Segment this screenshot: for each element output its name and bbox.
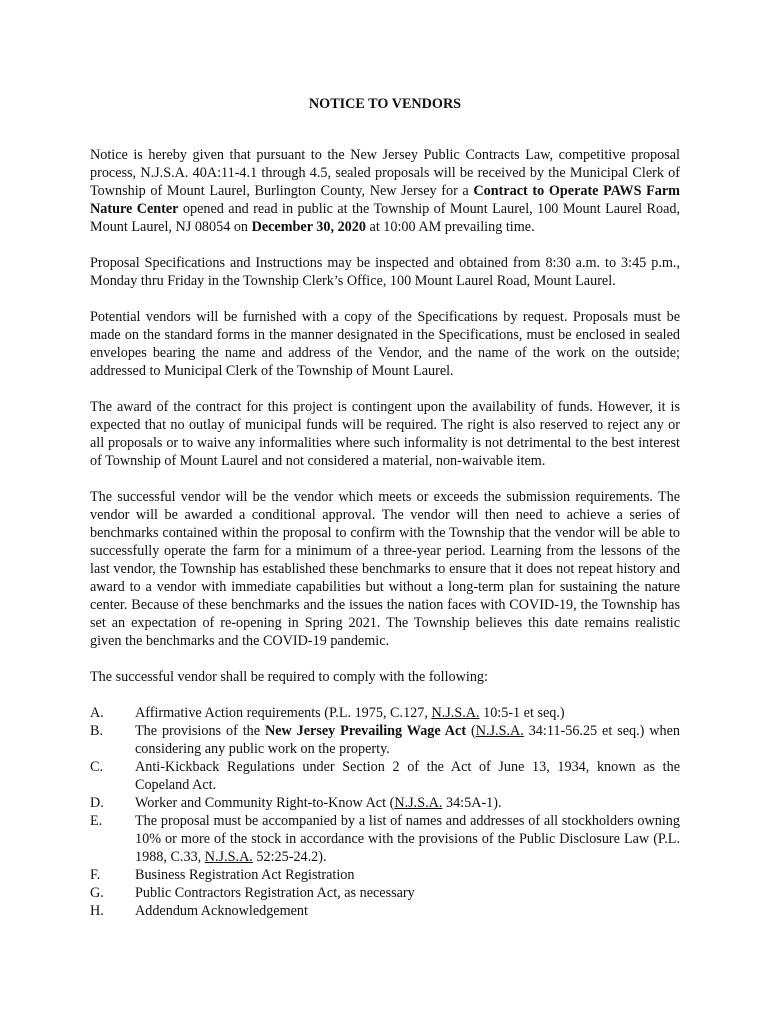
list-item bbox=[90, 722, 680, 758]
list-item-letter: G. bbox=[90, 885, 104, 901]
list-item-letter: D. bbox=[90, 795, 104, 811]
list-item-letter: B. bbox=[90, 723, 104, 739]
vendors-paragraph: Potential vendors will be furnished with a copy of the Specifications by request. Proposals must be made on the standard forms in the manner designated in the Specifications, must be enclosed in sealed envelopes bearing the name and address of the Vendor, and the name of the work on the outside; addressed to Municipal Clerk of the Township of Mount Laurel. bbox=[90, 309, 680, 379]
list-item-text: Public Contractors Registration Act, as necessary bbox=[135, 885, 415, 901]
list-item-letter: F. bbox=[90, 867, 101, 883]
list-item bbox=[90, 884, 680, 902]
opening-date: December 30, 2020 bbox=[251, 219, 366, 235]
list-item-text: Addendum Acknowledgement bbox=[135, 903, 308, 919]
list-item-text: Anti-Kickback Regulations under Section 2 of the Act of June 13, 1934, known as the Copeland Act. bbox=[135, 759, 680, 793]
requirements-intro: The successful vendor shall be required to comply with the following: bbox=[90, 669, 488, 685]
list-item-letter: C. bbox=[90, 759, 104, 775]
list-item-letter: H. bbox=[90, 903, 104, 919]
notice-text-location: opened and read in public at the Township of Mount Laurel, 100 Mount Laurel Road, Mount Laurel, NJ 08054 on bbox=[90, 201, 681, 235]
list-item bbox=[90, 902, 680, 920]
list-item bbox=[90, 704, 680, 722]
successful-vendor-paragraph: The successful vendor will be the vendor which meets or exceeds the submission requirements. The vendor will be awarded a conditional approval. The vendor will then need to achieve a series of benchmarks contained within the proposal to confirm with the Township that the vendor will be able to successfully operate the farm for a minimum of a three-year period. Learning from the lessons of the last vendor, the Township has established these benchmarks to ensure that it does not repeat history and award to a vendor with immediate capabilities but without a long-term plan for sustaining the nature center. Because of these benchmarks and the issues the nation faces with COVID-19, the Township has set an expectation of re-opening in Spring 2021. The Township believes this date remains realistic given the benchmarks and the COVID-19 pandemic. bbox=[90, 489, 680, 649]
specifications-paragraph: Proposal Specifications and Instructions may be inspected and obtained from 8:30 a.m. to 3:45 p.m., Monday thru Friday in the Township Clerk’s Office, 100 Mount Laurel Road, Mount Laurel. bbox=[90, 255, 680, 289]
opening-time: at 10:00 AM prevailing time. bbox=[365, 219, 535, 235]
list-item bbox=[90, 794, 680, 812]
notice-text: Notice is hereby given that pursuant to the New Jersey Public Contracts Law, competitive proposal process, N.J.S.A. 40A:11-4.1 through 4.5, sealed proposals will be received by the Municipal Clerk of Township of Mount Laurel, Burlington County, New Jersey for a bbox=[90, 147, 680, 199]
requirements-list bbox=[90, 704, 680, 920]
list-item-text: Worker and Community Right-to-Know Act (N.J.S.A. 34:5A-1). bbox=[135, 795, 502, 811]
list-item-text: The provisions of the New Jersey Prevailing Wage Act (N.J.S.A. 34:11-56.25 et seq.) when considering any public work on the property. bbox=[135, 723, 681, 757]
page-title: NOTICE TO VENDORS bbox=[308, 96, 462, 112]
award-paragraph: The award of the contract for this project is contingent upon the availability of funds. However, it is expected that no outlay of municipal funds will be required. The right is also reserved to reject any or all proposals or to waive any informalities where such informality is not detrimental to the best interest of Township of Mount Laurel and not considered a material, non-waivable item. bbox=[90, 399, 680, 469]
list-item-letter: A. bbox=[90, 705, 104, 721]
document-page bbox=[90, 95, 680, 920]
list-item bbox=[90, 812, 680, 866]
list-item-text: Affirmative Action requirements (P.L. 1975, C.127, N.J.S.A. 10:5-1 et seq.) bbox=[135, 705, 565, 721]
list-item bbox=[90, 758, 680, 794]
list-item-text: The proposal must be accompanied by a list of names and addresses of all stockholders owning 10% or more of the stock in accordance with the provisions of the Public Disclosure Law (P.L. 1988, C.33, N.J.S.A. 52:25-24.2). bbox=[135, 813, 680, 865]
notice-paragraph bbox=[90, 146, 680, 236]
list-item-letter: E. bbox=[90, 813, 103, 829]
list-item-text: Business Registration Act Registration bbox=[135, 867, 355, 883]
list-item bbox=[90, 866, 680, 884]
contract-name: Contract to Operate PAWS Farm Nature Center bbox=[90, 183, 681, 217]
